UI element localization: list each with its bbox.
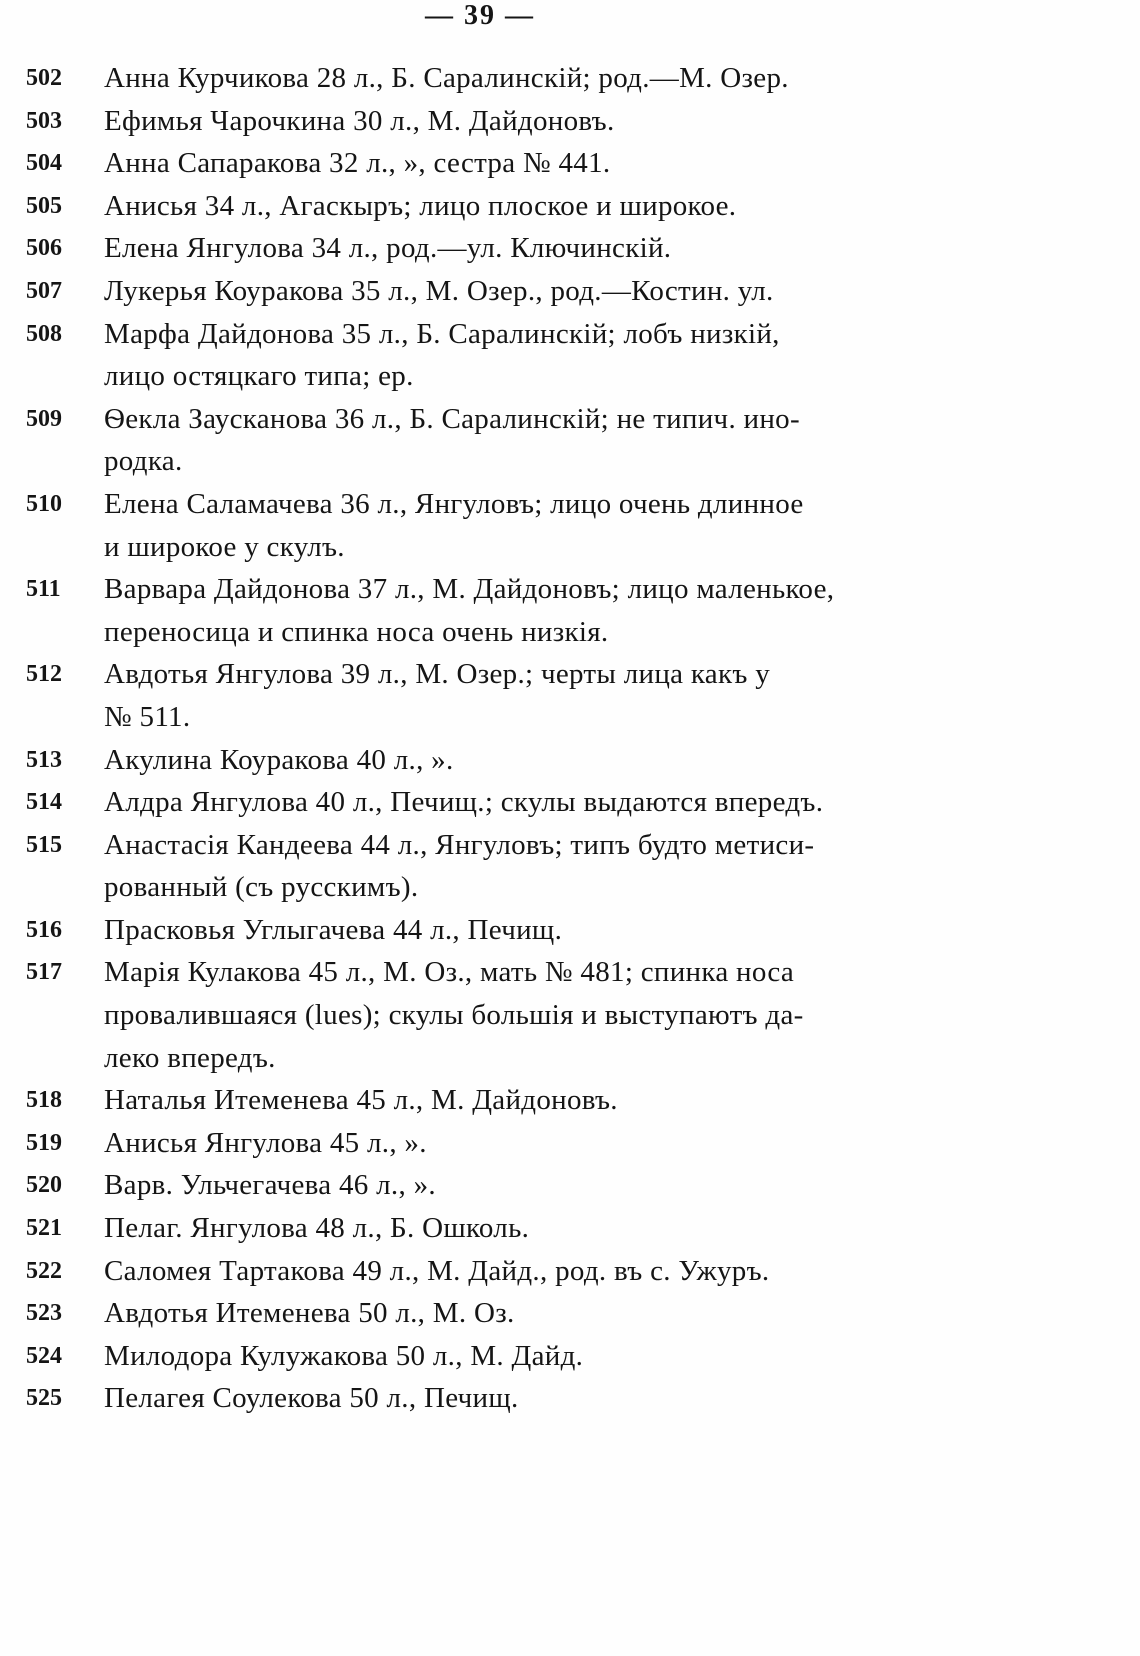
entry-number: 502	[26, 65, 62, 91]
entry-line: Елена Янгулова 34 л., род.—ул. Ключинскій.	[104, 232, 672, 265]
entry-text	[104, 142, 926, 185]
entry-line: № 511.	[104, 700, 191, 733]
entry-number: 510	[26, 490, 62, 517]
entry	[26, 185, 926, 228]
entry-number: 520	[26, 1172, 62, 1199]
entry	[26, 1079, 926, 1122]
entry-text	[104, 57, 926, 100]
entry	[26, 653, 926, 738]
entry-text	[104, 824, 926, 909]
entry-line: и широкое у скулъ.	[104, 530, 345, 563]
entry	[26, 1207, 926, 1250]
entry-line: Ефимья Чарочкина 30 л., М. Дайдоновъ.	[104, 104, 615, 137]
entry-number: 524	[26, 1342, 62, 1369]
entry-number: 514	[26, 789, 62, 816]
entry-line: Пелаг. Янгулова 48 л., Б. Ошколь.	[104, 1212, 530, 1245]
entry-text	[104, 739, 926, 782]
entry-text	[104, 1122, 926, 1165]
entry-line: Лукерья Коуракова 35 л., М. Озер., род.—Костин. ул.	[104, 274, 774, 307]
entry	[26, 483, 926, 568]
entry-line: Ѳекла Заусканова 36 л., Б. Саралинскій; не типич. ино-	[104, 402, 800, 435]
entry	[26, 739, 926, 782]
entry-line: Алдра Янгулова 40 л., Печищ.; скулы выдаются впередъ.	[104, 786, 824, 819]
entry	[26, 142, 926, 185]
entry-number: 503	[26, 107, 62, 134]
entry	[26, 909, 926, 952]
entry-line: Прасковья Углыгачева 44 л., Печищ.	[104, 913, 563, 946]
entry-number: 513	[26, 746, 62, 773]
entry-text	[104, 568, 926, 653]
entry-line: Акулина Коуракова 40 л., ».	[104, 743, 454, 776]
entry-text	[104, 909, 926, 952]
entry-line: переносица и спинка носа очень низкія.	[104, 615, 609, 648]
entry-line: Марфа Дайдонова 35 л., Б. Саралинскій; лобъ низкій,	[104, 317, 780, 350]
entry-number: 508	[26, 320, 62, 347]
entry	[26, 313, 926, 398]
entry-line: Анастасія Кандеева 44 л., Янгуловъ; типъ будто метиси-	[104, 828, 815, 861]
entry	[26, 1292, 926, 1335]
entry	[26, 1377, 926, 1420]
entry-text	[104, 1164, 926, 1207]
entry-number: 507	[26, 277, 62, 304]
entry-line: Анисья Янгулова 45 л., ».	[104, 1126, 427, 1159]
entry-line: Авдотья Итеменева 50 л., М. Оз.	[104, 1297, 515, 1330]
entry-text	[104, 1377, 926, 1420]
entry	[26, 951, 926, 1079]
entry-number: 505	[26, 192, 62, 219]
entry-line: Варв. Ульчегачева 46 л., ».	[104, 1169, 436, 1202]
entry	[26, 57, 926, 100]
entry	[26, 1250, 926, 1293]
entry-text	[104, 483, 926, 568]
entry	[26, 781, 926, 824]
entry	[26, 1335, 926, 1378]
entry-line: Анна Сапаракова 32 л., », сестра № 441.	[104, 147, 611, 180]
entry-number: 506	[26, 235, 62, 262]
page-number: — 39 —	[425, 0, 535, 31]
entry-line: родка.	[104, 445, 183, 478]
entry-line: леко впередъ.	[104, 1041, 276, 1074]
entry-line: Пелагея Соулекова 50 л., Печищ.	[104, 1382, 519, 1415]
entry-number: 522	[26, 1257, 62, 1284]
entry-line: Авдотья Янгулова 39 л., М. Озер.; черты лица какъ у	[104, 658, 771, 691]
entry-text	[104, 270, 926, 313]
entry-list	[26, 57, 926, 1420]
entry-text	[104, 185, 926, 228]
entry	[26, 1164, 926, 1207]
entry-line: Анисья 34 л., Агаскыръ; лицо плоское и широкое.	[104, 189, 737, 222]
entry-number: 504	[26, 150, 62, 177]
entry-line: провалившаяся (lues); скулы большія и выступаютъ да-	[104, 999, 804, 1032]
entry-text	[104, 313, 926, 398]
entry-text	[104, 951, 926, 1079]
entry-line: лицо остяцкаго типа; ер.	[104, 360, 414, 393]
entry	[26, 1122, 926, 1165]
entry-text	[104, 1292, 926, 1335]
entry-line: рованный (съ русскимъ).	[104, 871, 419, 904]
entry-number: 515	[26, 831, 62, 858]
entry-number: 518	[26, 1087, 62, 1114]
entry-text	[104, 398, 926, 483]
entry	[26, 227, 926, 270]
entry-number: 511	[26, 576, 61, 603]
entry-number: 517	[26, 959, 62, 986]
entry-line: Наталья Итеменева 45 л., М. Дайдоновъ.	[104, 1084, 618, 1117]
entry-number: 519	[26, 1129, 62, 1156]
entry	[26, 398, 926, 483]
entry-number: 523	[26, 1300, 62, 1327]
entry-number: 521	[26, 1215, 62, 1242]
entry-text	[104, 227, 926, 270]
entry-line: Елена Саламачева 36 л., Янгуловъ; лицо очень длинное	[104, 487, 804, 520]
entry-text	[104, 1250, 926, 1293]
entry	[26, 100, 926, 143]
entry-line: Милодора Кулужакова 50 л., М. Дайд.	[104, 1339, 584, 1372]
entry-number: 525	[26, 1385, 62, 1412]
entry-number: 509	[26, 405, 62, 432]
entry	[26, 824, 926, 909]
entry-text	[104, 1335, 926, 1378]
entry-text	[104, 781, 926, 824]
entry-number: 512	[26, 661, 62, 688]
entry-line: Саломея Тартакова 49 л., М. Дайд., род. въ с. Ужуръ.	[104, 1254, 770, 1287]
entry-number: 516	[26, 916, 62, 943]
entry-line: Марія Кулакова 45 л., М. Оз., мать № 481; спинка носа	[104, 956, 795, 989]
entry-line: Анна Курчикова 28 л., Б. Саралинскій; род.—М. Озер.	[104, 62, 789, 94]
entry-line: Варвара Дайдонова 37 л., М. Дайдоновъ; лицо маленькое,	[104, 573, 835, 606]
entry-text	[104, 100, 926, 143]
entry-text	[104, 1207, 926, 1250]
entry-text	[104, 1079, 926, 1122]
entry-text	[104, 653, 926, 738]
entry	[26, 568, 926, 653]
entry	[26, 270, 926, 313]
